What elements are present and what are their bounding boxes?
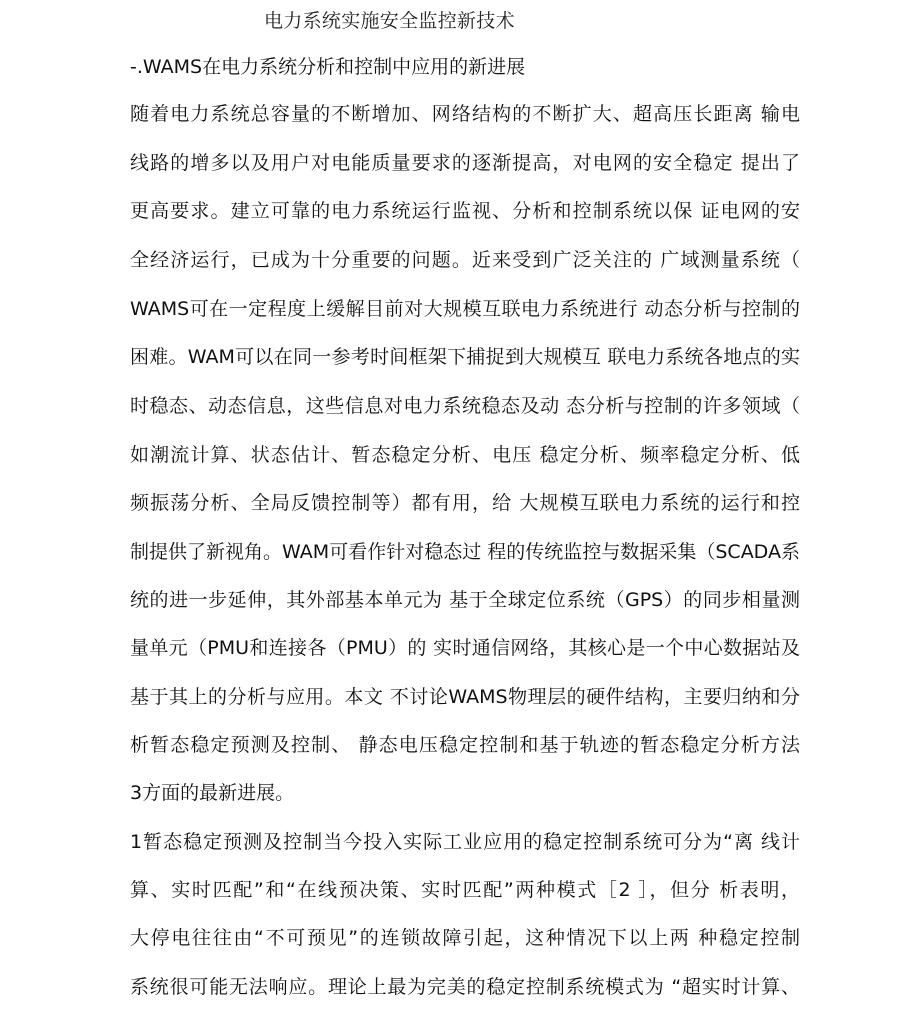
text-line: 量单元（PMU和连接各（PMU）的 实时通信网络，其核心是一个中心数据站及 <box>130 637 800 659</box>
text-line: 3方面的最新进展。 <box>130 782 295 804</box>
text-line: 统的进一步延伸，其外部基本单元为 基于全球定位系统（GPS）的同步相量测 <box>130 589 800 611</box>
text-line: 系统很可能无法响应。理论上最为完美的稳定控制系统模式为 “超实时计算、 <box>130 976 800 998</box>
text-line: 更高要求。建立可靠的电力系统运行监视、分析和控制系统以保 证电网的安 <box>130 200 800 222</box>
text-line: 如潮流计算、状态估计、暂态稳定分析、电压 稳定分析、频率稳定分析、低 <box>130 444 800 466</box>
text-line: 困难。WAM可以在同一参考时间框架下捕捉到大规模互 联电力系统各地点的实 <box>130 346 800 368</box>
text-line: 全经济运行，已成为十分重要的问题。近来受到广泛关注的 广域测量系统（ <box>130 249 800 271</box>
document-title: 电力系统实施安全监控新技术 <box>264 10 515 32</box>
text-line: 大停电往往由“不可预见”的连锁故障引起，这种情况下以上两 种稳定控制 <box>130 927 800 949</box>
text-line: 基于其上的分析与应用。本文 不讨论WAMS物理层的硬件结构，主要归纳和分 <box>130 686 800 708</box>
text-line: 频振荡分析、全局反馈控制等）都有用，给 大规模互联电力系统的运行和控 <box>130 492 800 514</box>
text-line: 析暂态稳定预测及控制、 静态电压稳定控制和基于轨迹的暂态稳定分析方法 <box>130 734 800 756</box>
text-line: WAMS可在一定程度上缓解目前对大规模互联电力系统进行 动态分析与控制的 <box>130 298 800 320</box>
text-line: 随着电力系统总容量的不断增加、网络结构的不断扩大、超高压长距离 输电 <box>130 103 800 125</box>
text-line: 制提供了新视角。WAM可看作针对稳态过 程的传统监控与数据采集（SCADA系 <box>130 541 800 563</box>
section-heading: -.WAMS在电力系统分析和控制中应用的新进展 <box>130 56 526 78</box>
text-line: 线路的增多以及用户对电能质量要求的逐渐提高，对电网的安全稳定 提出了 <box>130 152 800 174</box>
text-line: 算、实时匹配”和“在线预决策、实时匹配”两种模式［2 ］，但分 析表明， <box>130 879 800 901</box>
text-line: 1暂态稳定预测及控制当今投入实际工业应用的稳定控制系统可分为“离 线计 <box>130 831 800 853</box>
text-line: 时稳态、动态信息，这些信息对电力系统稳态及动 态分析与控制的许多领域（ <box>130 395 800 417</box>
